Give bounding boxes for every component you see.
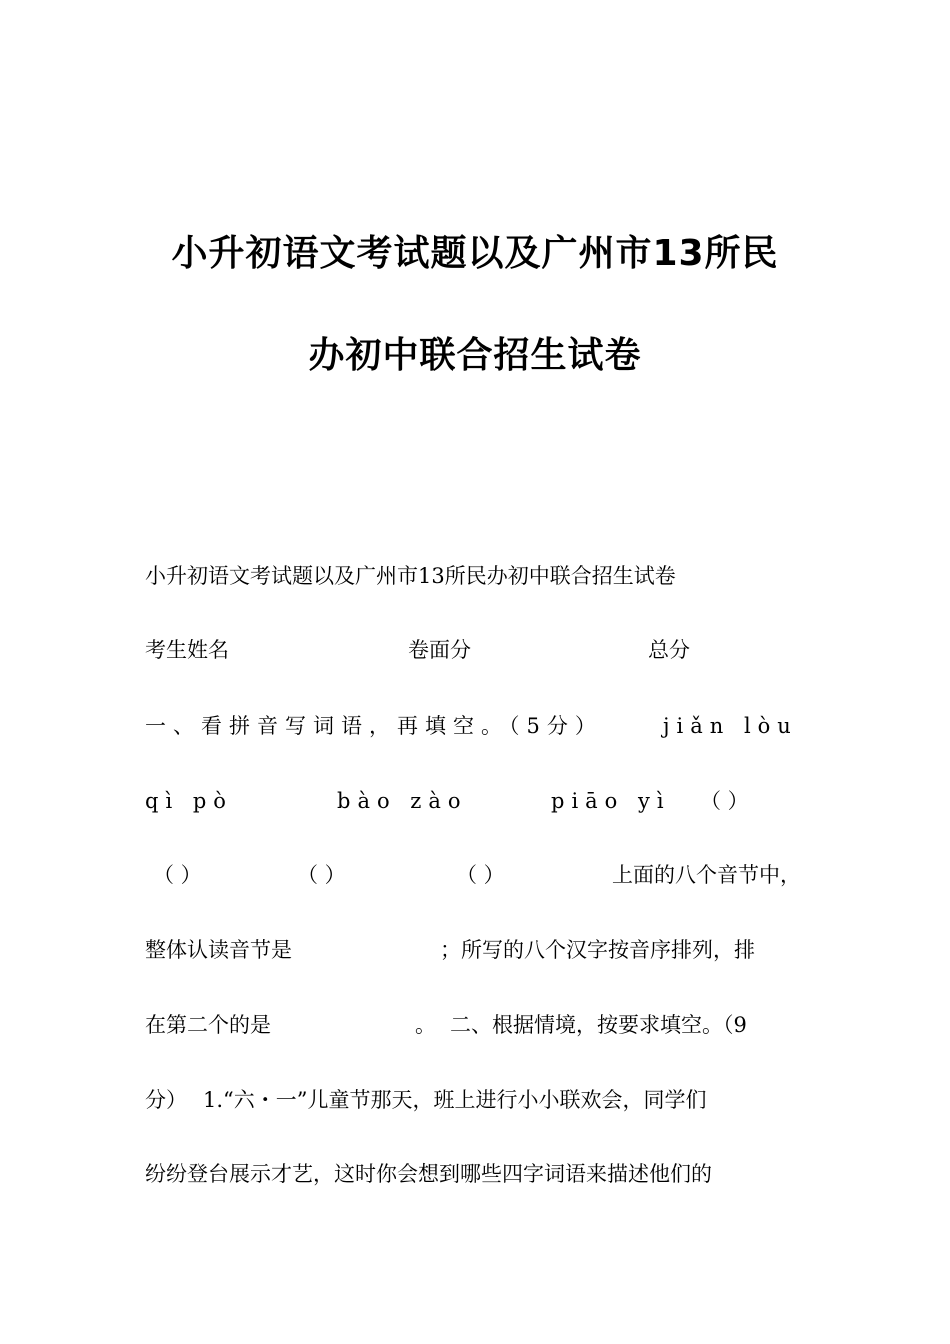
pinyin-line: [145, 781, 825, 821]
q1-heading: 一、看拼音写词语，再填空。（5分）: [145, 714, 603, 738]
answer-blank-3: （ ）: [297, 863, 346, 887]
q2-item1-text-cont: 纷纷登台展示才艺，这时你会想到哪些四字词语来描述他们的: [145, 1162, 712, 1186]
q2-item1-line-1: [145, 1080, 825, 1120]
document-subtitle: 小升初语文考试题以及广州市13所民办初中联合招生试卷: [145, 564, 676, 588]
pinyin-qi-po: qì pò: [145, 789, 233, 813]
answer-blank-2: （ ）: [153, 863, 202, 887]
q1-second-line: [145, 1005, 825, 1045]
q1-whole-syllable-line: [145, 930, 825, 970]
subtitle-line: [145, 556, 825, 596]
answer-blank-1: （ ）: [700, 789, 749, 813]
header-fields-line: [145, 630, 825, 670]
q1-text-order: ；所写的八个汉字按音序排列，排: [440, 938, 755, 962]
pinyin-bao-zao: bào zào: [337, 789, 468, 813]
q2-heading: 二、根据情境，按要求填空。（9: [450, 1013, 747, 1037]
blanks-line: [145, 855, 825, 895]
document-title-line-2: 办初中联合招生试卷: [308, 335, 642, 376]
pinyin-jian-lou: jiǎn lòu: [663, 714, 798, 738]
q1-text-second: 在第二个的是: [145, 1013, 271, 1037]
field-total-score-label: 总分: [648, 638, 690, 662]
pinyin-piao-yi: piāo yì: [551, 789, 671, 813]
field-paper-score-label: 卷面分: [408, 638, 471, 662]
q1-text-syllables: 上面的八个音节中，: [612, 863, 801, 887]
q2-item1-text: 1.“六・一”儿童节那天，班上进行小小联欢会，同学们: [203, 1088, 707, 1112]
document-title-line-1: 小升初语文考试题以及广州市13所民: [171, 233, 779, 274]
q1-text-period: 。: [415, 1013, 436, 1037]
q1-text-whole-syllable: 整体认读音节是: [145, 938, 292, 962]
q2-item1-line-2: [145, 1154, 825, 1194]
field-student-name-label: 考生姓名: [145, 638, 229, 662]
q2-heading-cont: 分）: [145, 1088, 187, 1112]
q1-heading-line: [145, 706, 825, 746]
answer-blank-4: （ ）: [456, 863, 505, 887]
